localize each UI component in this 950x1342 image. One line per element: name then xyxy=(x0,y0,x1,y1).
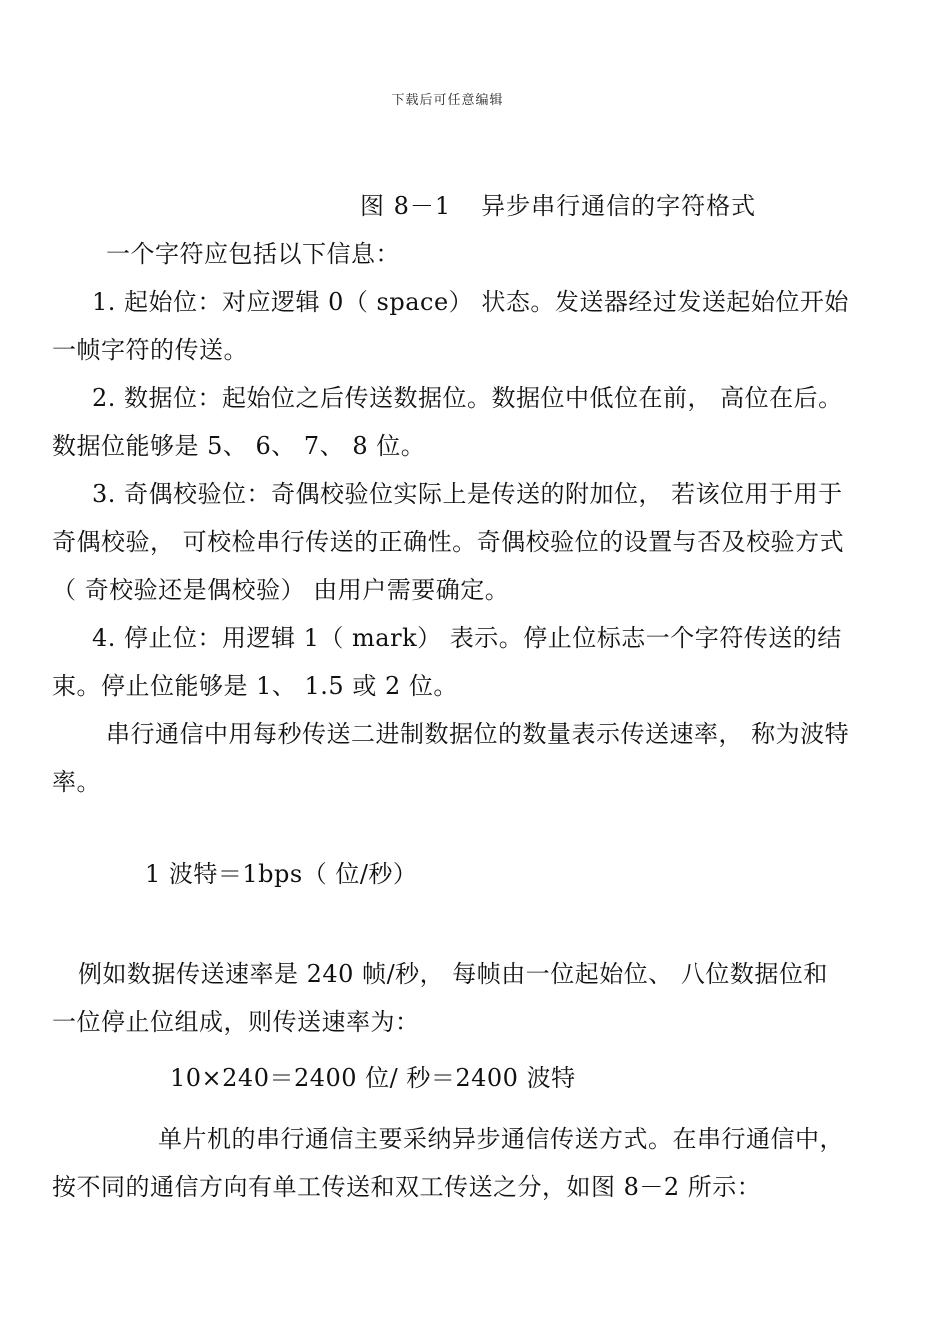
paragraph-data-bits: 2. 数据位：起始位之后传送数据位。数据位中低位在前， 高位在后。数据位能够是 5、 6、 7、 8 位。 xyxy=(52,384,843,460)
figure-caption xyxy=(360,186,756,221)
paragraph-transfer-modes: 单片机的串行通信主要采纳异步通信传送方式。在串行通信中， 按不同的通信方向有单工传送和双工传送之分，如图 8－2 所示： xyxy=(52,1125,844,1201)
paragraph-stop-bit: 4. 停止位：用逻辑 1（ mark） 表示。停止位标志一个字符传送的结束。停止位能够是 1、 1.5 或 2 位。 xyxy=(52,624,842,700)
page-header: 下载后可任意编辑 xyxy=(391,93,504,108)
paragraph-baud-intro: 串行通信中用每秒传送二进制数据位的数量表示传送速率， 称为波特率。 xyxy=(52,720,850,796)
paragraph-start-bit: 1. 起始位：对应逻辑 0（ space） 状态。发送器经过发送起始位开始一帧字符的传送。 xyxy=(52,288,849,364)
figure-label: 图 8－1 xyxy=(360,192,452,220)
formula-baud-definition: 1 波特＝1bps（ 位/秒） xyxy=(145,860,418,888)
figure-title: 异步串行通信的字符格式 xyxy=(481,192,757,220)
paragraph-example: 例如数据传送速率是 240 帧/秒， 每帧由一位起始位、 八位数据位和一位停止位组成，则传送速率为： xyxy=(52,960,828,1036)
paragraph-intro: 一个字符应包括以下信息： xyxy=(106,240,400,268)
formula-rate-calculation: 10×240＝2400 位/ 秒＝2400 波特 xyxy=(170,1064,576,1092)
paragraph-parity-bit: 3. 奇偶校验位：奇偶校验位实际上是传送的附加位， 若该位用于用于奇偶校验， 可校检串行传送的正确性。奇偶校验位的设置与否及校验方式（ 奇校验还是偶校验） 由用户需要确定。 xyxy=(52,480,845,604)
